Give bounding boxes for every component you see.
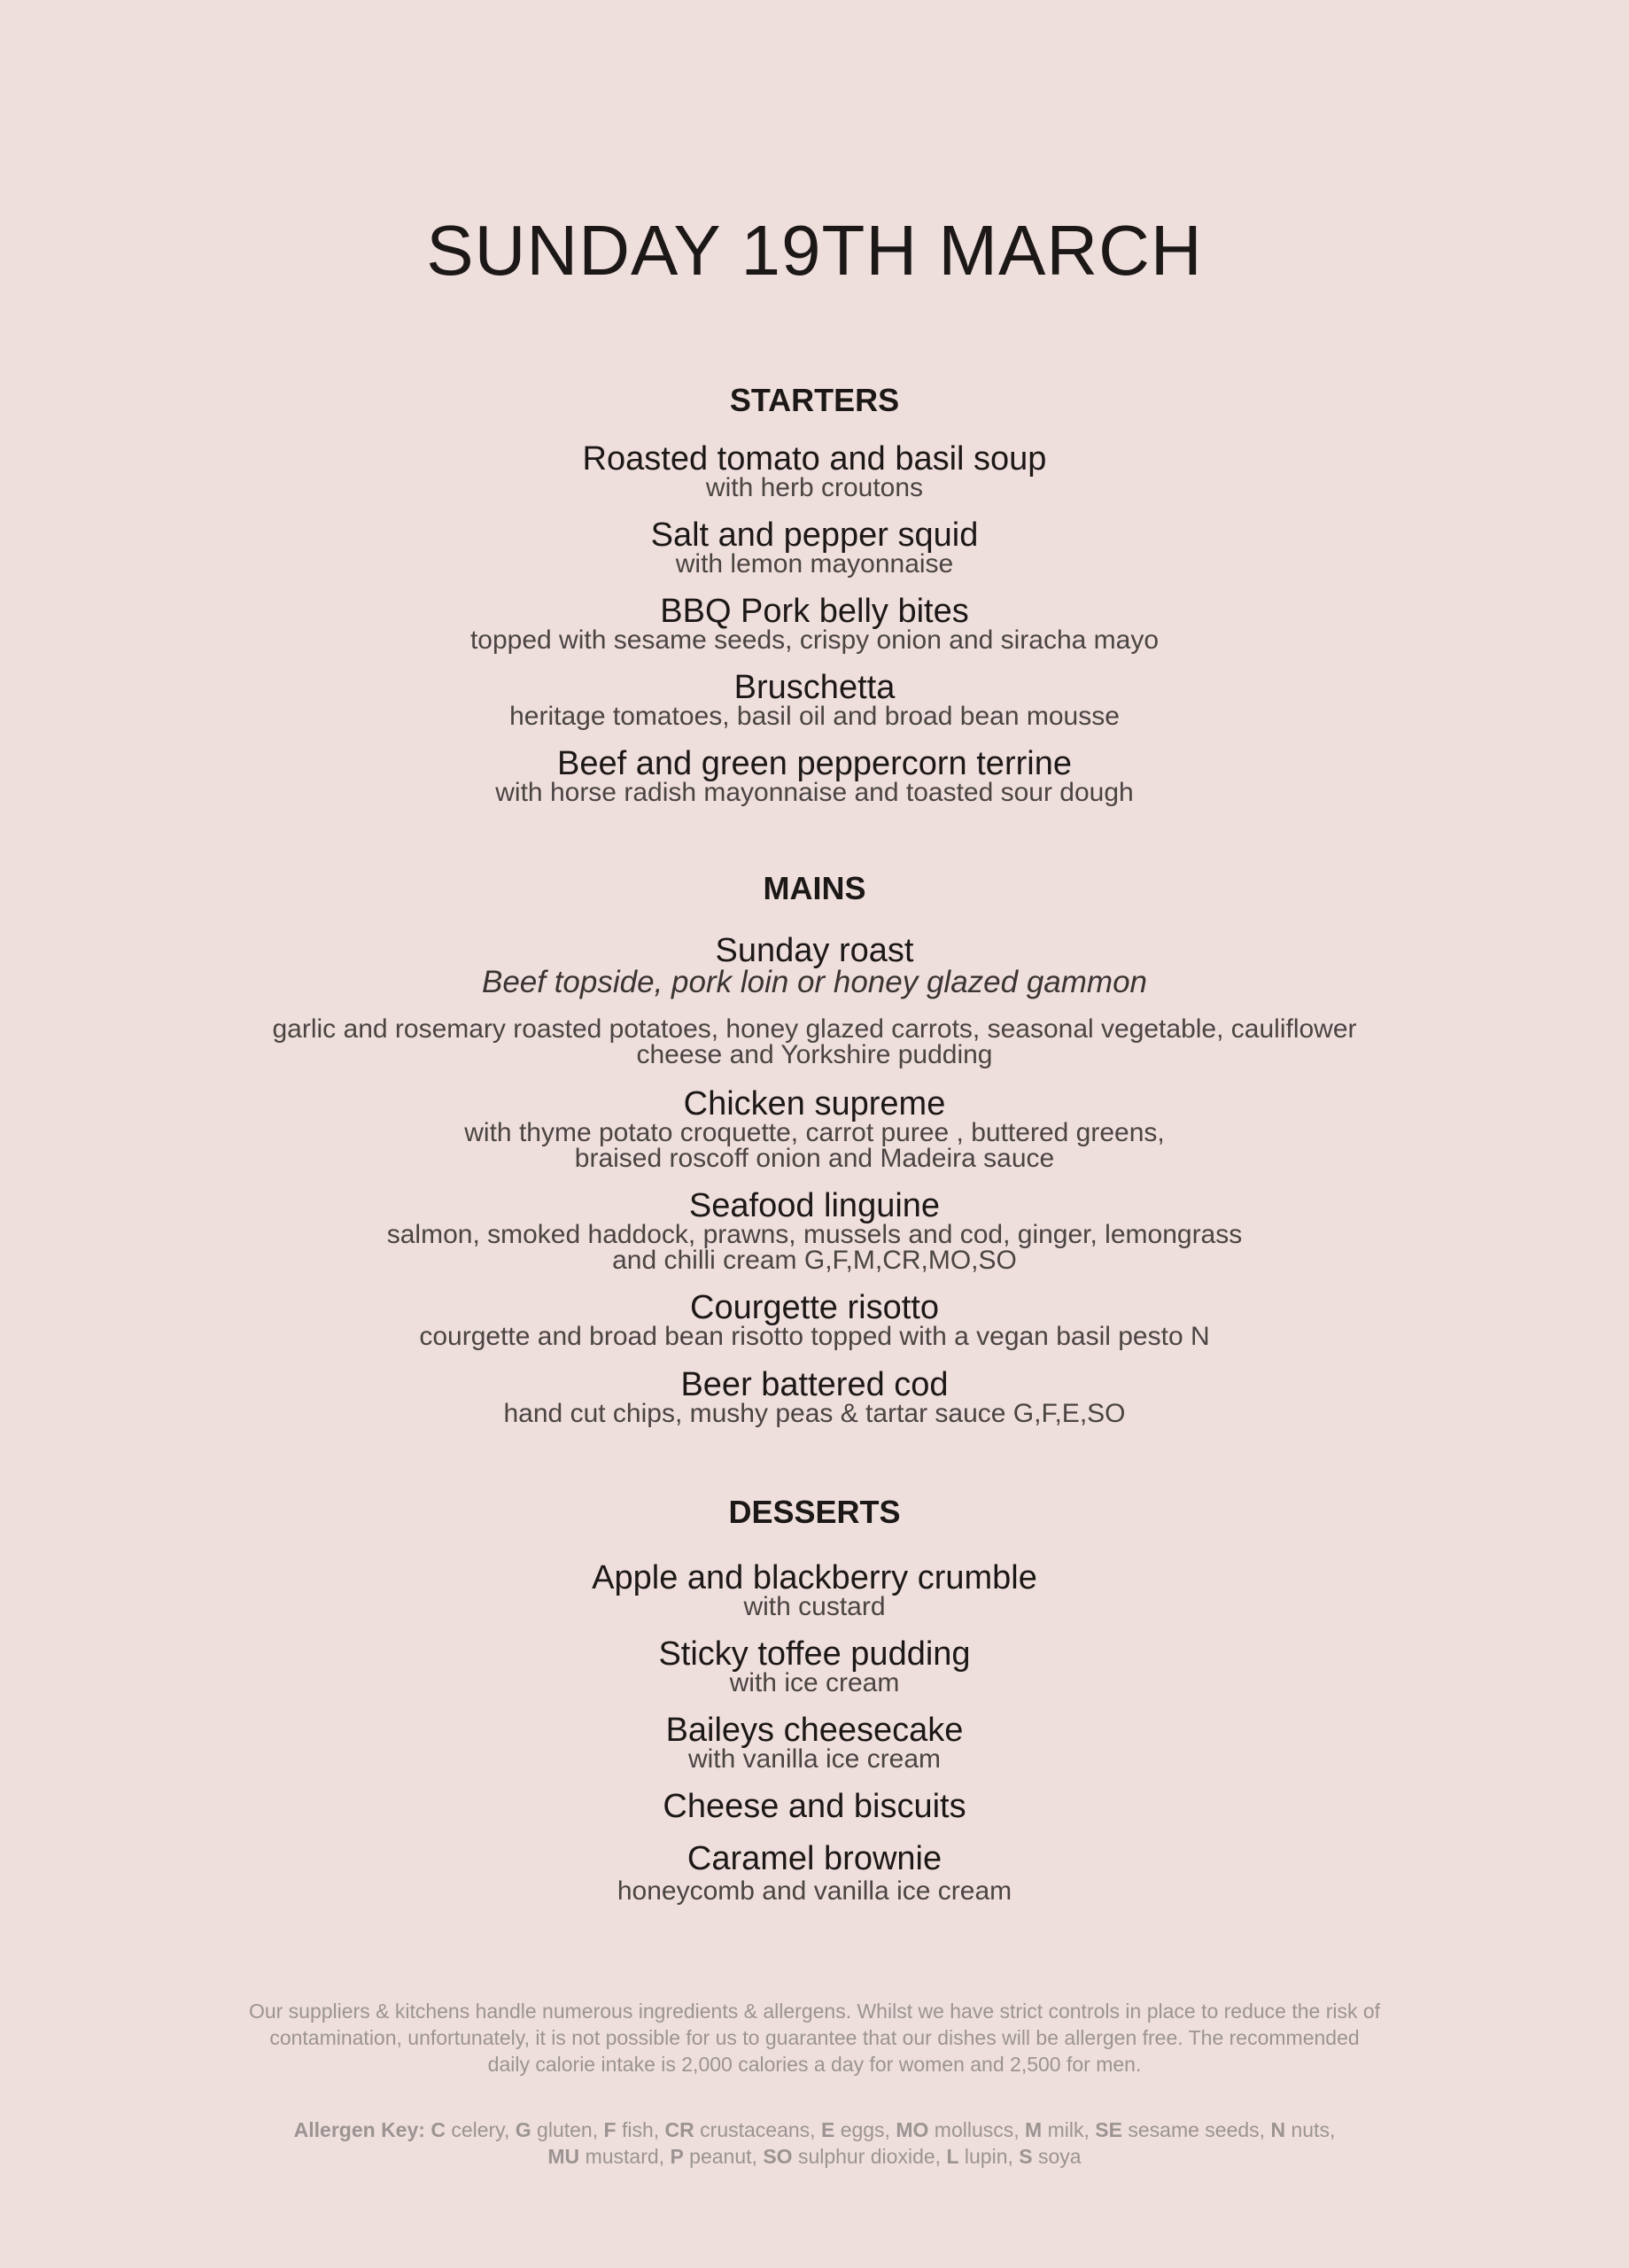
dish-name: Beef and green peppercorn terrine (557, 745, 1072, 782)
main-item (0, 1366, 1629, 1428)
allergen-code: SO (763, 2145, 793, 2168)
allergen-text: sesame seeds, (1128, 2118, 1266, 2141)
allergen-code: CR (664, 2118, 694, 2141)
dish-description: hand cut chips, mushy peas & tartar sauce G,F,E,SO (503, 1399, 1126, 1428)
dish-description: garlic and rosemary roasted potatoes, honey glazed carrots, seasonal vegetable, cauliflower (272, 1014, 1357, 1044)
dish-name: Cheese and biscuits (663, 1788, 966, 1825)
starters-heading: STARTERS (729, 382, 900, 418)
menu-date-title: SUNDAY 19TH MARCH (426, 211, 1203, 290)
allergen-code: E (820, 2118, 835, 2141)
allergen-code: S (1019, 2145, 1033, 2168)
dish-name: Sunday roast (715, 932, 914, 969)
dish-description: with thyme potato croquette, carrot puree , buttered greens, (464, 1118, 1165, 1147)
allergen-code: MU (547, 2145, 580, 2168)
allergen-code: MO (896, 2118, 929, 2141)
allergen-code: N (1270, 2118, 1286, 2141)
dish-name: Baileys cheesecake (665, 1712, 964, 1749)
main-item (0, 1085, 1629, 1173)
dessert-item (0, 1559, 1629, 1621)
dish-description: topped with sesame seeds, crispy onion and siracha mayo (469, 625, 1160, 655)
disclaimer-line: contamination, unfortunately, it is not possible for us to guarantee that our dishes will be allergen free. The recommended (269, 2026, 1360, 2049)
allergen-text: soya (1038, 2145, 1082, 2168)
dish-name: Caramel brownie (687, 1840, 942, 1877)
starter-item (0, 440, 1629, 502)
allergen-key-label: Allergen Key: (293, 2118, 425, 2141)
allergen-text: fish, (621, 2118, 660, 2141)
starter-item (0, 595, 1629, 653)
disclaimer-line: daily calorie intake is 2,000 calories a day for women and 2,500 for men. (487, 2053, 1142, 2076)
allergen-key-line (204, 2117, 1425, 2143)
desserts-heading: DESSERTS (728, 1494, 901, 1530)
allergen-code: C (431, 2118, 446, 2141)
dish-description: salmon, smoked haddock, prawns, mussels and cod, ginger, lemongrass (386, 1220, 1243, 1249)
allergen-text: nuts, (1291, 2118, 1336, 2141)
mains-heading: MAINS (763, 870, 866, 906)
dish-description: honeycomb and vanilla ice cream (617, 1876, 1012, 1906)
allergen-code: P (670, 2145, 684, 2168)
dish-name: Courgette risotto (690, 1289, 939, 1326)
dish-description: with ice cream (729, 1668, 900, 1697)
dish-description: with horse radish mayonnaise and toasted sour dough (495, 778, 1134, 807)
allergen-text: peanut, (689, 2145, 757, 2168)
allergen-text: celery, (451, 2118, 510, 2141)
dish-name: Seafood linguine (688, 1187, 941, 1224)
dish-name: Chicken supreme (683, 1085, 946, 1122)
allergen-key-line (204, 2143, 1425, 2170)
starter-item (0, 745, 1629, 807)
allergen-text: sulphur dioxide, (797, 2145, 942, 2168)
dish-name: Sticky toffee pudding (658, 1635, 971, 1673)
allergen-text: milk, (1047, 2118, 1090, 2141)
allergen-code: SE (1095, 2118, 1122, 2141)
dish-description: braised roscoff onion and Madeira sauce (574, 1144, 1055, 1173)
dish-name: Roasted tomato and basil soup (582, 440, 1047, 478)
dessert-item (0, 1635, 1629, 1697)
main-item (0, 1187, 1629, 1275)
allergen-text: crustaceans, (700, 2118, 816, 2141)
dish-description: and chilli cream G,F,M,CR,MO,SO (612, 1246, 1017, 1275)
dessert-item (0, 1840, 1629, 1906)
allergen-text: lupin, (964, 2145, 1013, 2168)
allergen-code: F (603, 2118, 617, 2141)
dish-subtitle: Beef topside, pork loin or honey glazed gammon (481, 965, 1147, 999)
dish-description: courgette and broad bean risotto topped with a vegan basil pesto N (419, 1322, 1210, 1351)
disclaimer-line: Our suppliers & kitchens handle numerous ingredients & allergens. Whilst we have strict controls in place to reduce the risk of (248, 2000, 1381, 2023)
dessert-item (0, 1714, 1629, 1772)
dish-description: with vanilla ice cream (687, 1744, 942, 1774)
starter-item (0, 669, 1629, 731)
allergen-text: molluscs, (934, 2118, 1020, 2141)
dish-description: with lemon mayonnaise (675, 549, 954, 579)
dish-name: Salt and pepper squid (650, 517, 979, 554)
allergen-code: L (946, 2145, 959, 2168)
allergen-disclaimer (204, 1998, 1425, 2078)
dish-description: heritage tomatoes, basil oil and broad bean mousse (509, 702, 1120, 731)
dish-description: with custard (743, 1592, 886, 1621)
starter-item (0, 519, 1629, 577)
dish-name: BBQ Pork belly bites (660, 593, 969, 630)
allergen-code: G (515, 2118, 531, 2141)
allergen-text: mustard, (585, 2145, 665, 2168)
dish-description: with herb croutons (705, 473, 924, 502)
main-item-sunday-roast (0, 932, 1629, 1069)
dish-name: Bruschetta (733, 669, 896, 706)
dessert-item (0, 1788, 1629, 1825)
allergen-text: eggs, (840, 2118, 890, 2141)
allergen-code: M (1025, 2118, 1043, 2141)
dish-name: Beer battered cod (680, 1366, 949, 1403)
dish-description: cheese and Yorkshire pudding (636, 1040, 993, 1069)
main-item (0, 1289, 1629, 1351)
allergen-text: gluten, (537, 2118, 599, 2141)
allergen-key (204, 2117, 1425, 2170)
dish-name: Apple and blackberry crumble (592, 1559, 1037, 1596)
